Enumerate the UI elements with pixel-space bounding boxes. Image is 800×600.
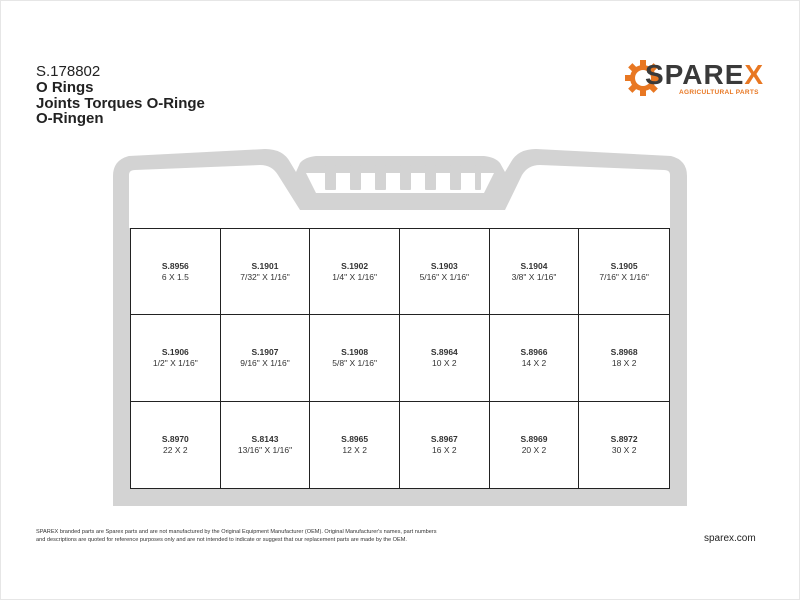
part-size: 14 X 2 [521, 358, 547, 369]
part-size: 7/16" X 1/16" [599, 272, 649, 283]
disclaimer-line: and descriptions are quoted for reference purposes only and are not intended to indicate or suggest that our replacement parts are made by the OEM. [36, 537, 407, 544]
part-number: S.8966 [520, 347, 548, 358]
part-size: 5/8" X 1/16" [332, 358, 378, 369]
compartment-cell [131, 402, 221, 488]
part-number: S.8970 [161, 434, 189, 445]
part-size: 6 X 1.5 [161, 272, 189, 283]
part-size: 18 X 2 [611, 358, 637, 369]
part-number: S.1908 [341, 347, 369, 358]
compartment-cell [490, 315, 580, 401]
compartment-cell [310, 229, 400, 315]
part-number: S.1904 [520, 261, 548, 272]
part-size: 7/32" X 1/16" [240, 272, 290, 283]
part-number: S.1905 [610, 261, 638, 272]
compartment-cell [400, 402, 490, 488]
part-size: 22 X 2 [163, 445, 188, 456]
compartment-cell [310, 402, 400, 488]
part-number: S.8964 [430, 347, 458, 358]
compartment-cell [490, 402, 580, 488]
website-link[interactable]: sparex.com [704, 533, 756, 544]
part-number: S.8969 [520, 434, 548, 445]
part-size: 3/8" X 1/16" [511, 272, 557, 283]
product-code: S.178802 [36, 63, 101, 80]
part-number: S.8967 [430, 434, 458, 445]
compartment-cell [310, 315, 400, 401]
logo-text-2: E [724, 59, 745, 90]
compartment-cell [490, 229, 580, 315]
part-number: S.1907 [251, 347, 279, 358]
compartment-cell [579, 402, 669, 488]
part-number: S.8956 [161, 261, 189, 272]
logo-text-1: SPAR [645, 59, 725, 90]
part-size: 12 X 2 [342, 445, 367, 456]
part-number: S.8143 [251, 434, 279, 445]
part-size: 13/16" X 1/16" [237, 445, 293, 456]
part-size: 5/16" X 1/16" [419, 272, 470, 283]
product-name-nl: O-Ringen [36, 110, 104, 128]
part-number: S.1901 [251, 261, 279, 272]
part-size: 1/2" X 1/16" [152, 358, 198, 369]
disclaimer-line: SPAREX branded parts are Sparex parts and are not manufactured by the Original Equipment Manufacturer (OEM). Original Manufacturer's names, part numbers [36, 529, 437, 535]
compartment-cell [400, 315, 490, 401]
product-name-fr: Joints Torques O-Ringe [36, 94, 205, 112]
compartment-cell [131, 315, 221, 401]
compartment-cell [221, 402, 311, 488]
compartment-grid [130, 228, 670, 489]
logo-tagline: AGRICULTURAL PARTS [679, 89, 759, 96]
part-number: S.8972 [610, 434, 638, 445]
part-number: S.1903 [430, 261, 458, 272]
part-size: 16 X 2 [432, 445, 457, 456]
part-number: S.8968 [610, 347, 638, 358]
logo-text-3: X [744, 59, 765, 90]
part-size: 20 X 2 [521, 445, 547, 456]
part-number: S.1902 [341, 261, 369, 272]
part-number: S.1906 [161, 347, 189, 358]
part-size: 1/4" X 1/16" [332, 272, 378, 283]
part-size: 30 X 2 [611, 445, 637, 456]
compartment-cell [131, 229, 221, 315]
disclaimer [36, 528, 556, 544]
part-number: S.8965 [341, 434, 369, 445]
compartment-cell [221, 315, 311, 401]
compartment-cell [579, 229, 669, 315]
compartment-cell [221, 229, 311, 315]
part-size: 10 X 2 [432, 358, 457, 369]
part-size: 9/16" X 1/16" [240, 358, 290, 369]
compartment-cell [579, 315, 669, 401]
compartment-cell [400, 229, 490, 315]
product-name-en: O Rings [36, 78, 94, 96]
